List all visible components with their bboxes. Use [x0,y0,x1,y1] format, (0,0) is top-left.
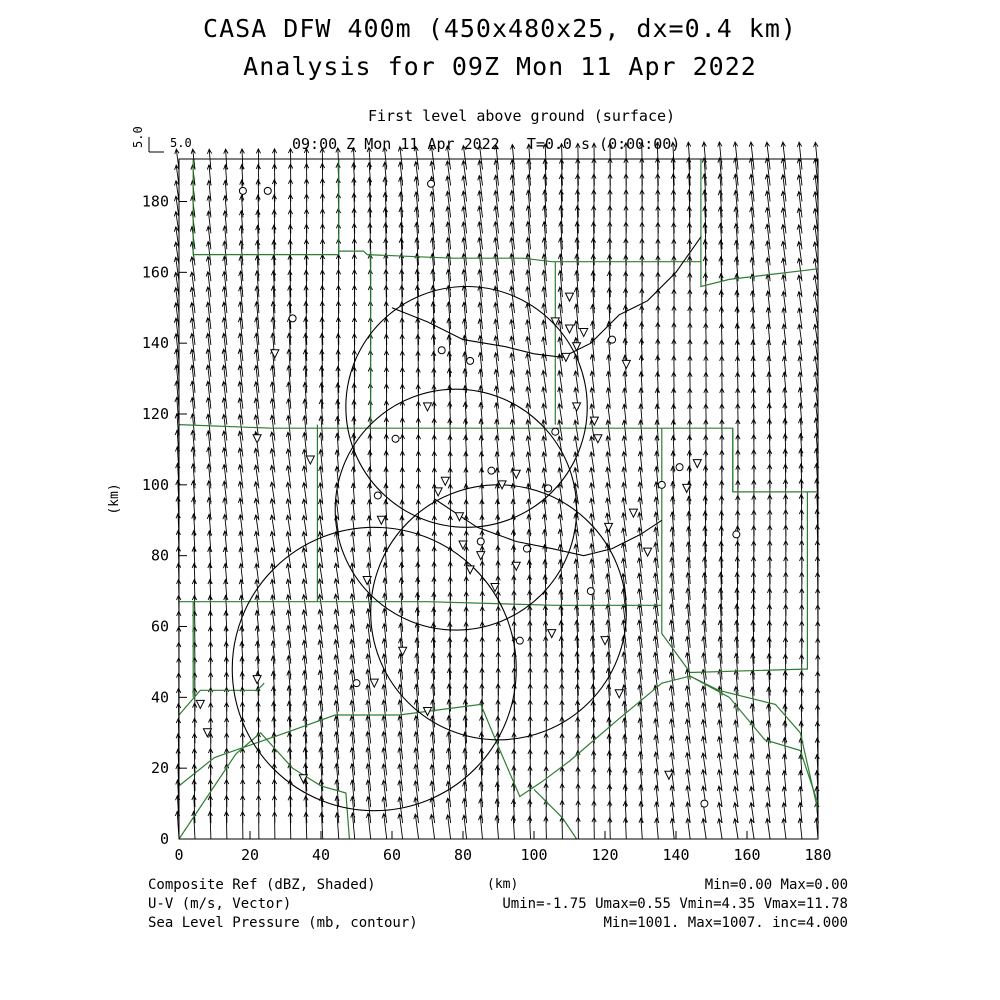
station-circle [516,637,523,644]
x-tick-label: 60 [382,846,402,864]
station-triangle [594,435,602,443]
y-tick-label: 80 [150,546,169,565]
field-name-ref: Composite Ref (dBZ, Shaded) [148,877,376,893]
station-circle [488,467,495,474]
slp-contour [392,237,701,357]
x-tick-label: 100 [520,846,548,864]
station-circle [392,435,399,442]
station-triangle [580,329,588,337]
station-triangle [548,630,556,638]
range-ring [335,389,576,630]
uv-stats: Umin=-1.75 Umax=0.55 Vmin=4.35 Vmax=11.78 [502,896,848,912]
ref-stats: Min=0.00 Max=0.00 [704,877,848,893]
reference-vector-label-u: 5.0 [170,136,192,150]
x-tick-label: 0 [174,846,184,864]
x-tick-label: 140 [662,846,690,864]
station-triangle [434,488,442,496]
station-triangle [644,548,652,556]
station-triangle [615,690,623,698]
station-circle [374,492,381,499]
station-circle [587,588,594,595]
y-tick-label: 40 [150,688,169,707]
y-tick-label: 60 [150,617,169,636]
station-triangle [196,700,204,708]
valid-time: 09:00 Z Mon 11 Apr 2022 [292,135,500,153]
wind-vector [174,142,820,839]
station-circle [477,538,484,545]
station-triangle [566,325,574,333]
x-tick-label: 120 [591,846,619,864]
station-circle [545,485,552,492]
field-legend [148,876,418,933]
county-boundary [179,683,264,715]
station-triangle [441,477,449,485]
y-tick-label: 140 [141,334,169,353]
station-triangle [424,403,432,411]
station-triangle [306,456,314,464]
station-triangle [573,343,581,351]
station-triangle [370,679,378,687]
station-circle [552,428,559,435]
field-stats [420,876,848,933]
x-axis-label: (km) [487,877,519,892]
y-axis-label: (km) [107,483,122,515]
x-tick-label: 20 [240,846,260,864]
chart-subtitle: Analysis for 09Z Mon 11 Apr 2022 [243,52,757,81]
county-boundary [179,733,349,839]
station-triangle [377,516,385,524]
station-triangle [622,360,630,368]
wind-vector-layer [174,142,820,839]
y-tick-label: 120 [141,405,169,423]
station-triangle [253,676,261,684]
station-circle [264,187,271,194]
level-text: First level above ground (surface) [368,107,676,125]
forecast-time: T=0.0 s (0:00:00) [526,135,681,153]
county-boundary [534,789,577,839]
station-circle [467,357,474,364]
slp-stats: Min=1001. Max=1007. inc=4.000 [603,915,848,931]
station-circle [428,180,435,187]
station-circle [353,680,360,687]
station-circle [523,545,530,552]
reference-vector-label-v: 5.0 [131,126,145,148]
field-name-uv: U-V (m/s, Vector) [148,896,292,912]
y-tick-label: 180 [141,192,169,211]
station-triangle [253,435,261,443]
station-triangle [466,566,474,574]
station-circle [701,800,708,807]
sea-level-pressure-contours [392,237,701,556]
x-tick-label: 80 [453,846,473,864]
station-triangle [605,523,613,531]
station-triangle [566,293,574,301]
county-boundary [193,159,701,262]
station-circle [676,464,683,471]
y-tick-label: 20 [150,759,169,778]
y-tick-label: 100 [141,475,169,494]
chart-title: CASA DFW 400m (450x480x25, dx=0.4 km) [203,14,797,43]
field-name-slp: Sea Level Pressure (mb, contour) [148,915,418,931]
y-tick-label: 160 [141,263,169,282]
x-tick-label: 180 [804,846,832,864]
county-boundary [179,602,662,606]
radar-range-rings [232,287,626,811]
station-circle [438,347,445,354]
station-circle [239,187,246,194]
station-circle [733,531,740,538]
station-circle [289,315,296,322]
x-tick-label: 160 [733,846,761,864]
reference-vector [131,126,192,152]
station-circle [658,481,665,488]
station-triangle [477,552,485,560]
station-triangle [271,350,279,358]
station-circle [609,336,616,343]
station-triangle [693,460,701,468]
station-triangle [629,509,637,517]
y-tick-label: 0 [159,830,169,848]
station-triangle [665,771,673,779]
x-tick-label: 40 [311,846,331,864]
